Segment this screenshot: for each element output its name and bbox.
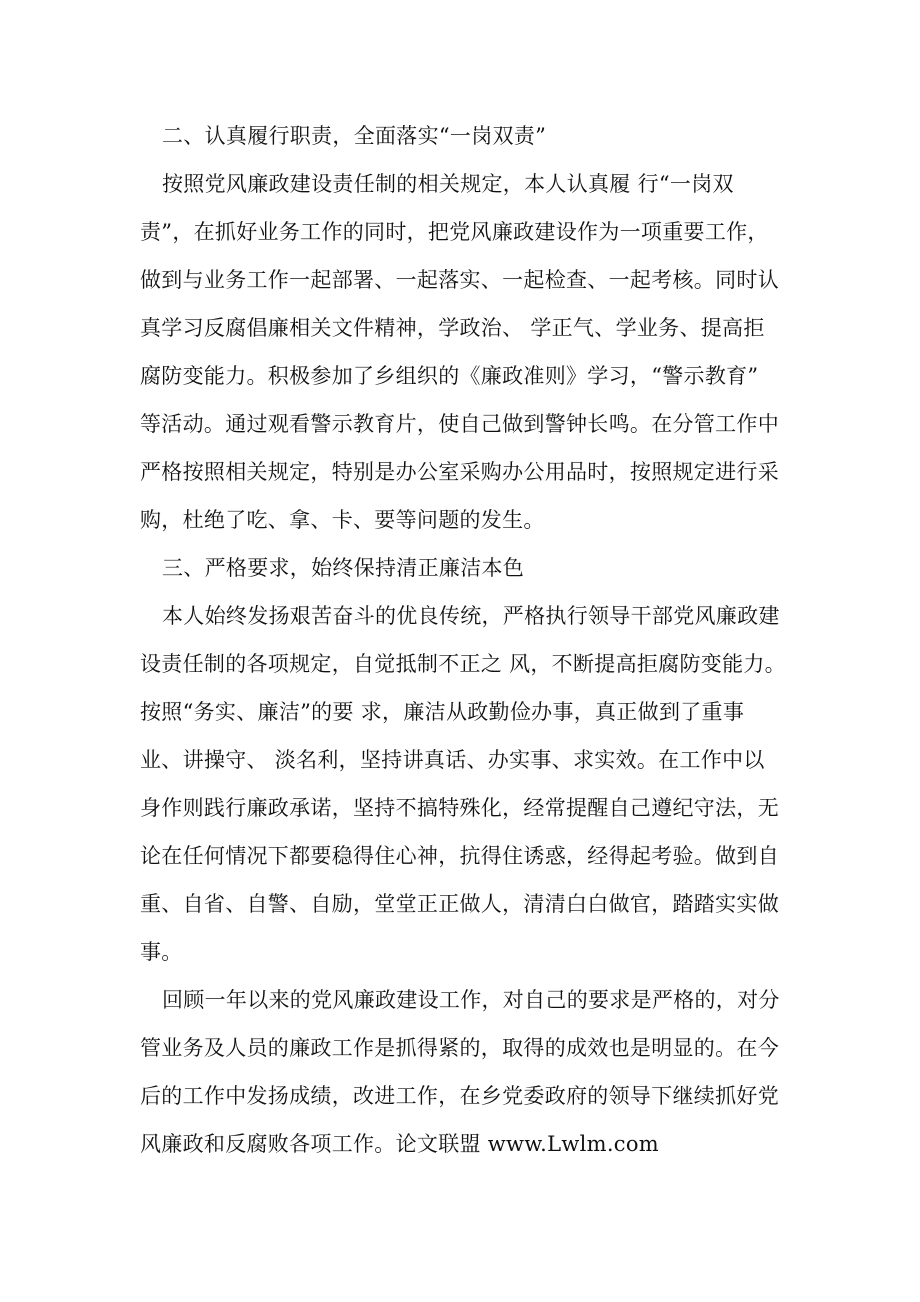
section-heading-3: 三、严格要求，始终保持清正廉洁本色 [162,556,525,580]
paragraph-line: 责”，在抓好业务工作的同时，把党风廉政建设作为一项重要工作， [140,220,769,244]
paragraph-line: 管业务及人员的廉政工作是抓得紧的，取得的成效也是明显的。在今 [140,1036,779,1060]
paragraph-line: 本人始终发扬艰苦奋斗的优良传统，严格执行领导干部党风廉政建 [162,604,780,628]
paragraph-line: 购，杜绝了吃、拿、卡、要等问题的发生。 [140,508,545,532]
paragraph-line: 后的工作中发扬成绩，改进工作，在乡党委政府的领导下继续抓好党 [140,1084,779,1108]
paragraph-line: 做到与业务工作一起部署、一起落实、一起检查、一起考核。同时认 [140,268,779,292]
paragraph-line: 按照党风廉政建设责任制的相关规定，本人认真履 行“一岗双 [162,172,734,196]
paragraph-line: 等活动。通过观看警示教育片，使自己做到警钟长鸣。在分管工作中 [140,412,779,436]
paragraph-line: 论在任何情况下都要稳得住心神，抗得住诱惑，经得起考验。做到自 [140,844,779,868]
paragraph-line: 真学习反腐倡廉相关文件精神，学政治、 学正气、学业务、提高拒 [140,316,765,340]
paragraph-line: 回顾一年以来的党风廉政建设工作，对自己的要求是严格的，对分 [162,988,780,1012]
paragraph-line: 风廉政和反腐败各项工作。论文联盟 www.Lwlm.com [140,1132,660,1156]
document-body [140,112,800,1168]
paragraph-line: 事。 [140,940,183,964]
paragraph-line: 身作则践行廉政承诺，坚持不搞特殊化，经常提醒自己遵纪守法，无 [140,796,779,820]
paragraph-line: 业、讲操守、 淡名利，坚持讲真话、办实事、求实效。在工作中以 [140,748,765,772]
paragraph-line: 腐防变能力。积极参加了乡组织的《廉政准则》学习，“警示教育” [140,364,759,388]
paragraph-line: 重、自省、自警、自励，堂堂正正做人，清清白白做官，踏踏实实做 [140,892,779,916]
section-heading-2: 二、认真履行职责，全面落实“一岗双责” [162,124,547,148]
paragraph-line: 设责任制的各项规定，自觉抵制不正之 风，不断提高拒腐防变能力。 [140,652,786,676]
paragraph-line: 按照“务实、廉洁”的要 求，廉洁从政勤俭办事，真正做到了重事 [140,700,745,724]
paragraph-line: 严格按照相关规定，特别是办公室采购办公用品时，按照规定进行采 [140,460,779,484]
